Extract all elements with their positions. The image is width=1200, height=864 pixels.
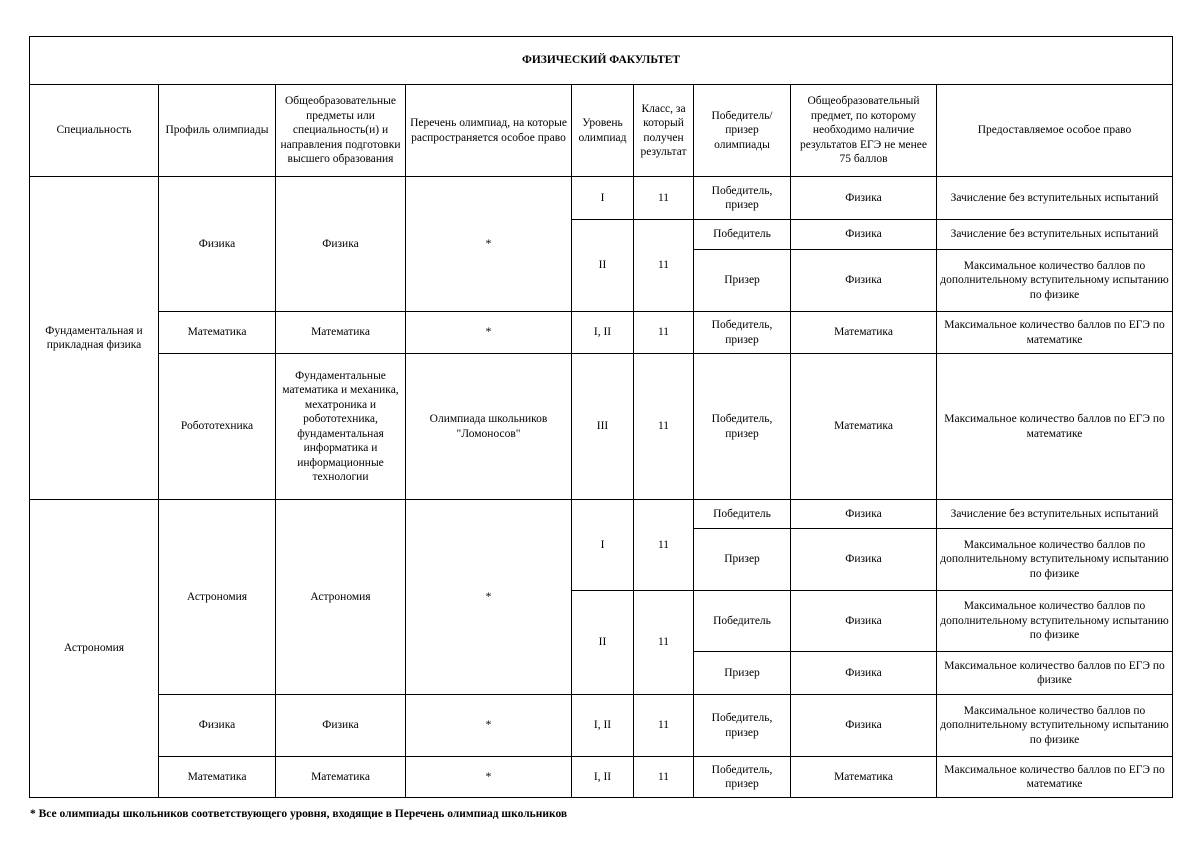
status-cell: Победитель, призер: [694, 757, 791, 798]
ege-cell: Математика: [791, 354, 937, 500]
header-ege-subject: Общеобразовательный предмет, по которому необходимо наличие результатов ЕГЭ не менее 75 баллов: [791, 85, 937, 177]
profile-cell: Физика: [159, 177, 276, 312]
ege-cell: Физика: [791, 500, 937, 529]
status-cell: Победитель, призер: [694, 177, 791, 220]
level-cell: III: [572, 354, 634, 500]
ege-cell: Физика: [791, 220, 937, 250]
grade-cell: 11: [634, 220, 694, 312]
ege-cell: Физика: [791, 529, 937, 591]
grade-cell: 11: [634, 354, 694, 500]
status-cell: Победитель, призер: [694, 695, 791, 757]
list-cell: *: [406, 177, 572, 312]
specialty-cell: Фундаментальная и прикладная физика: [30, 177, 159, 500]
profile-cell: Астрономия: [159, 500, 276, 695]
page-title: ФИЗИЧЕСКИЙ ФАКУЛЬТЕТ: [30, 37, 1173, 85]
status-cell: Победитель: [694, 591, 791, 652]
ege-cell: Физика: [791, 250, 937, 312]
level-cell: I: [572, 177, 634, 220]
grade-cell: 11: [634, 757, 694, 798]
right-cell: Максимальное количество баллов по ЕГЭ по математике: [937, 757, 1173, 798]
table-row: [30, 757, 1173, 798]
header-status: Победитель/ призер олимпиады: [694, 85, 791, 177]
ege-cell: Математика: [791, 757, 937, 798]
status-cell: Призер: [694, 529, 791, 591]
grade-cell: 11: [634, 500, 694, 591]
right-cell: Максимальное количество баллов по ЕГЭ по физике: [937, 652, 1173, 695]
profile-cell: Математика: [159, 312, 276, 354]
table-row: [30, 500, 1173, 529]
right-cell: Зачисление без вступительных испытаний: [937, 220, 1173, 250]
ege-cell: Физика: [791, 652, 937, 695]
grade-cell: 11: [634, 695, 694, 757]
header-grade: Класс, за который получен результат: [634, 85, 694, 177]
header-profile: Профиль олимпиады: [159, 85, 276, 177]
grade-cell: 11: [634, 312, 694, 354]
profile-cell: Математика: [159, 757, 276, 798]
olympiad-table: [29, 36, 1173, 798]
profile-cell: Физика: [159, 695, 276, 757]
subjects-cell: Физика: [276, 177, 406, 312]
level-cell: II: [572, 220, 634, 312]
profile-cell: Робототехника: [159, 354, 276, 500]
header-right: Предоставляемое особое право: [937, 85, 1173, 177]
subjects-cell: Математика: [276, 757, 406, 798]
right-cell: Зачисление без вступительных испытаний: [937, 500, 1173, 529]
right-cell: Максимальное количество баллов по дополнительному вступительному испытанию по физике: [937, 529, 1173, 591]
status-cell: Призер: [694, 652, 791, 695]
status-cell: Победитель, призер: [694, 312, 791, 354]
header-row: [30, 85, 1173, 177]
table-row: [30, 312, 1173, 354]
table-row: [30, 354, 1173, 500]
subjects-cell: Астрономия: [276, 500, 406, 695]
list-cell: *: [406, 757, 572, 798]
subjects-cell: Физика: [276, 695, 406, 757]
ege-cell: Физика: [791, 177, 937, 220]
ege-cell: Физика: [791, 591, 937, 652]
right-cell: Максимальное количество баллов по дополнительному вступительному испытанию по физике: [937, 250, 1173, 312]
list-cell: *: [406, 312, 572, 354]
right-cell: Максимальное количество баллов по ЕГЭ по математике: [937, 312, 1173, 354]
list-cell: *: [406, 695, 572, 757]
grade-cell: 11: [634, 591, 694, 695]
footnote: * Все олимпиады школьников соответствующего уровня, входящие в Перечень олимпиад школьников: [30, 808, 568, 820]
level-cell: II: [572, 591, 634, 695]
status-cell: Победитель: [694, 500, 791, 529]
table-row: [30, 695, 1173, 757]
header-level: Уровень олимпиад: [572, 85, 634, 177]
subjects-cell: Математика: [276, 312, 406, 354]
specialty-cell: Астрономия: [30, 500, 159, 798]
right-cell: Максимальное количество баллов по дополнительному вступительному испытанию по физике: [937, 695, 1173, 757]
level-cell: I, II: [572, 312, 634, 354]
list-cell: *: [406, 500, 572, 695]
right-cell: Максимальное количество баллов по ЕГЭ по математике: [937, 354, 1173, 500]
ege-cell: Математика: [791, 312, 937, 354]
header-list: Перечень олимпиад, на которые распространяется особое право: [406, 85, 572, 177]
right-cell: Зачисление без вступительных испытаний: [937, 177, 1173, 220]
header-specialty: Специальность: [30, 85, 159, 177]
status-cell: Призер: [694, 250, 791, 312]
status-cell: Победитель, призер: [694, 354, 791, 500]
status-cell: Победитель: [694, 220, 791, 250]
level-cell: I, II: [572, 695, 634, 757]
ege-cell: Физика: [791, 695, 937, 757]
level-cell: I, II: [572, 757, 634, 798]
table-row: [30, 177, 1173, 220]
grade-cell: 11: [634, 177, 694, 220]
header-subjects: Общеобразовательные предметы или специальность(и) и направления подготовки высшего образования: [276, 85, 406, 177]
list-cell: Олимпиада школьников "Ломоносов": [406, 354, 572, 500]
subjects-cell: Фундаментальные математика и механика, мехатроника и робототехника, фундаментальная информатика и информационные технологии: [276, 354, 406, 500]
level-cell: I: [572, 500, 634, 591]
right-cell: Максимальное количество баллов по дополнительному вступительному испытанию по физике: [937, 591, 1173, 652]
